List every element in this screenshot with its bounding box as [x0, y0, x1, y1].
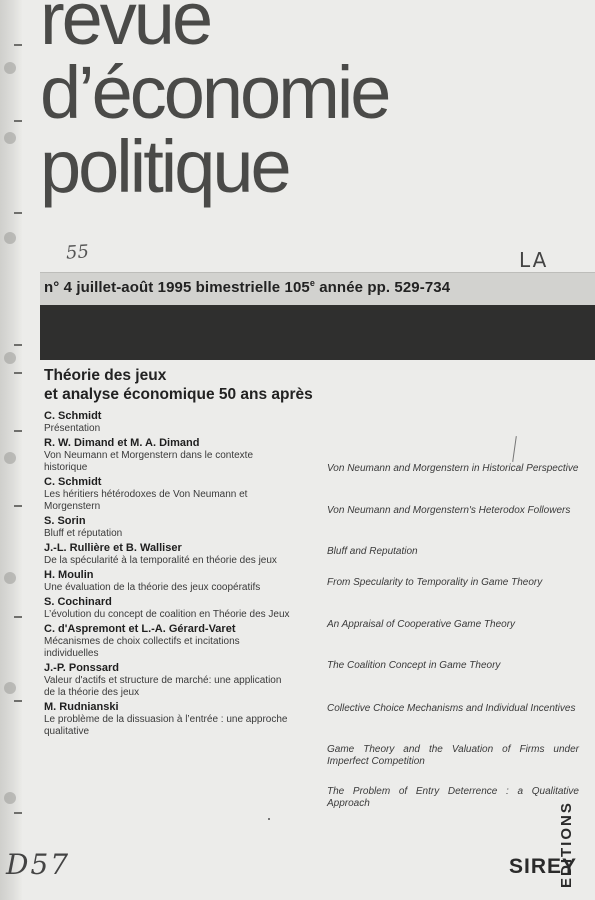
binding-tick	[14, 344, 22, 346]
spiral-binding	[0, 0, 22, 900]
toc-author: H. Moulin	[44, 569, 94, 581]
issue-text: n° 4 juillet-août 1995 bimestrielle 105	[44, 279, 310, 296]
toc-author: M. Rudnianski	[44, 701, 119, 713]
toc-author: R. W. Dimand et M. A. Dimand	[44, 437, 200, 449]
binding-tick	[14, 430, 22, 432]
toc-title-fr: Les héritiers hétérodoxes de Von Neumann et Morgenstern	[44, 489, 248, 512]
toc-title-fr: Valeur d'actifs et structure de marché: une application de la théorie des jeux	[44, 675, 282, 698]
binding-tick	[14, 616, 22, 618]
toc-author: J.-L. Rullière et B. Walliser	[44, 542, 182, 554]
toc-title-fr: Une évaluation de la théorie des jeux coopératifs	[44, 582, 261, 593]
binding-hole	[4, 352, 16, 364]
table-of-contents	[44, 410, 294, 738]
toc-title-fr: Présentation	[44, 423, 101, 434]
toc-title-en: Bluff and Reputation	[327, 546, 418, 557]
binding-tick	[14, 812, 22, 814]
toc-title-fr: Von Neumann et Morgenstern dans le contexte historique	[44, 450, 254, 473]
theme-line-2: et analyse économique 50 ans après	[44, 386, 313, 403]
theme-line-1: Théorie des jeux	[44, 367, 167, 384]
publisher-editions: EDITIONS	[558, 801, 575, 888]
toc-author: J.-P. Ponssard	[44, 662, 119, 674]
binding-hole	[4, 792, 16, 804]
journal-title	[40, 0, 389, 208]
toc-author: C. d'Aspremont et L.-A. Gérard-Varet	[44, 623, 236, 635]
issue-theme	[44, 366, 313, 404]
title-line-1: revue	[40, 0, 211, 60]
toc-title-en: Von Neumann and Morgenstern in Historical Perspective	[327, 463, 579, 474]
dark-band	[40, 305, 595, 360]
pen-dot	[268, 818, 270, 820]
toc-title-fr: L’évolution du concept de coalition en Théorie des Jeux	[44, 609, 290, 620]
binding-tick	[14, 120, 22, 122]
title-line-2: d’économie	[40, 51, 389, 134]
binding-tick	[14, 700, 22, 702]
handwritten-shelf-mark: D57	[6, 848, 71, 881]
binding-hole	[4, 232, 16, 244]
toc-title-fr: Mécanismes de choix collectifs et incitations individuelles	[44, 636, 240, 659]
binding-hole	[4, 572, 16, 584]
publisher-name: SIREY	[509, 855, 578, 878]
toc-title-en: From Specularity to Temporality in Game Theory	[327, 577, 543, 588]
pen-mark	[512, 436, 517, 462]
toc-title-fr: Bluff et réputation	[44, 528, 123, 539]
toc-title-fr: De la spécularité à la temporalité en théorie des jeux	[44, 555, 277, 566]
binding-tick	[14, 44, 22, 46]
binding-hole	[4, 132, 16, 144]
issue-info	[44, 278, 450, 296]
toc-author: S. Sorin	[44, 515, 86, 527]
toc-author: C. Schmidt	[44, 410, 102, 422]
toc-title-en: Game Theory and the Valuation of Firms under Imperfect Competition	[327, 744, 579, 767]
toc-author: S. Cochinard	[44, 596, 112, 608]
binding-tick	[14, 505, 22, 507]
handwritten-initials: LA	[519, 248, 549, 272]
toc-title-en: Collective Choice Mechanisms and Individual Incentives	[327, 703, 576, 714]
binding-hole	[4, 682, 16, 694]
handwritten-number: 55	[65, 241, 90, 264]
binding-tick	[14, 212, 22, 214]
toc-title-en: Von Neumann and Morgenstern's Heterodox Followers	[327, 505, 571, 516]
binding-tick	[14, 372, 22, 374]
toc-title-fr: Le problème de la dissuasion à l’entrée : une approche qualitative	[44, 714, 288, 737]
title-line-3: politique	[40, 125, 289, 208]
binding-hole	[4, 452, 16, 464]
binding-hole	[4, 62, 16, 74]
toc-title-en: An Appraisal of Cooperative Game Theory	[327, 619, 516, 630]
issue-superscript: e	[309, 278, 315, 288]
issue-text-end: année pp. 529-734	[314, 279, 451, 296]
toc-author: C. Schmidt	[44, 476, 102, 488]
toc-title-en: The Coalition Concept in Game Theory	[327, 660, 501, 671]
toc-title-en: The Problem of Entry Deterrence : a Qualitative Approach	[327, 786, 579, 809]
